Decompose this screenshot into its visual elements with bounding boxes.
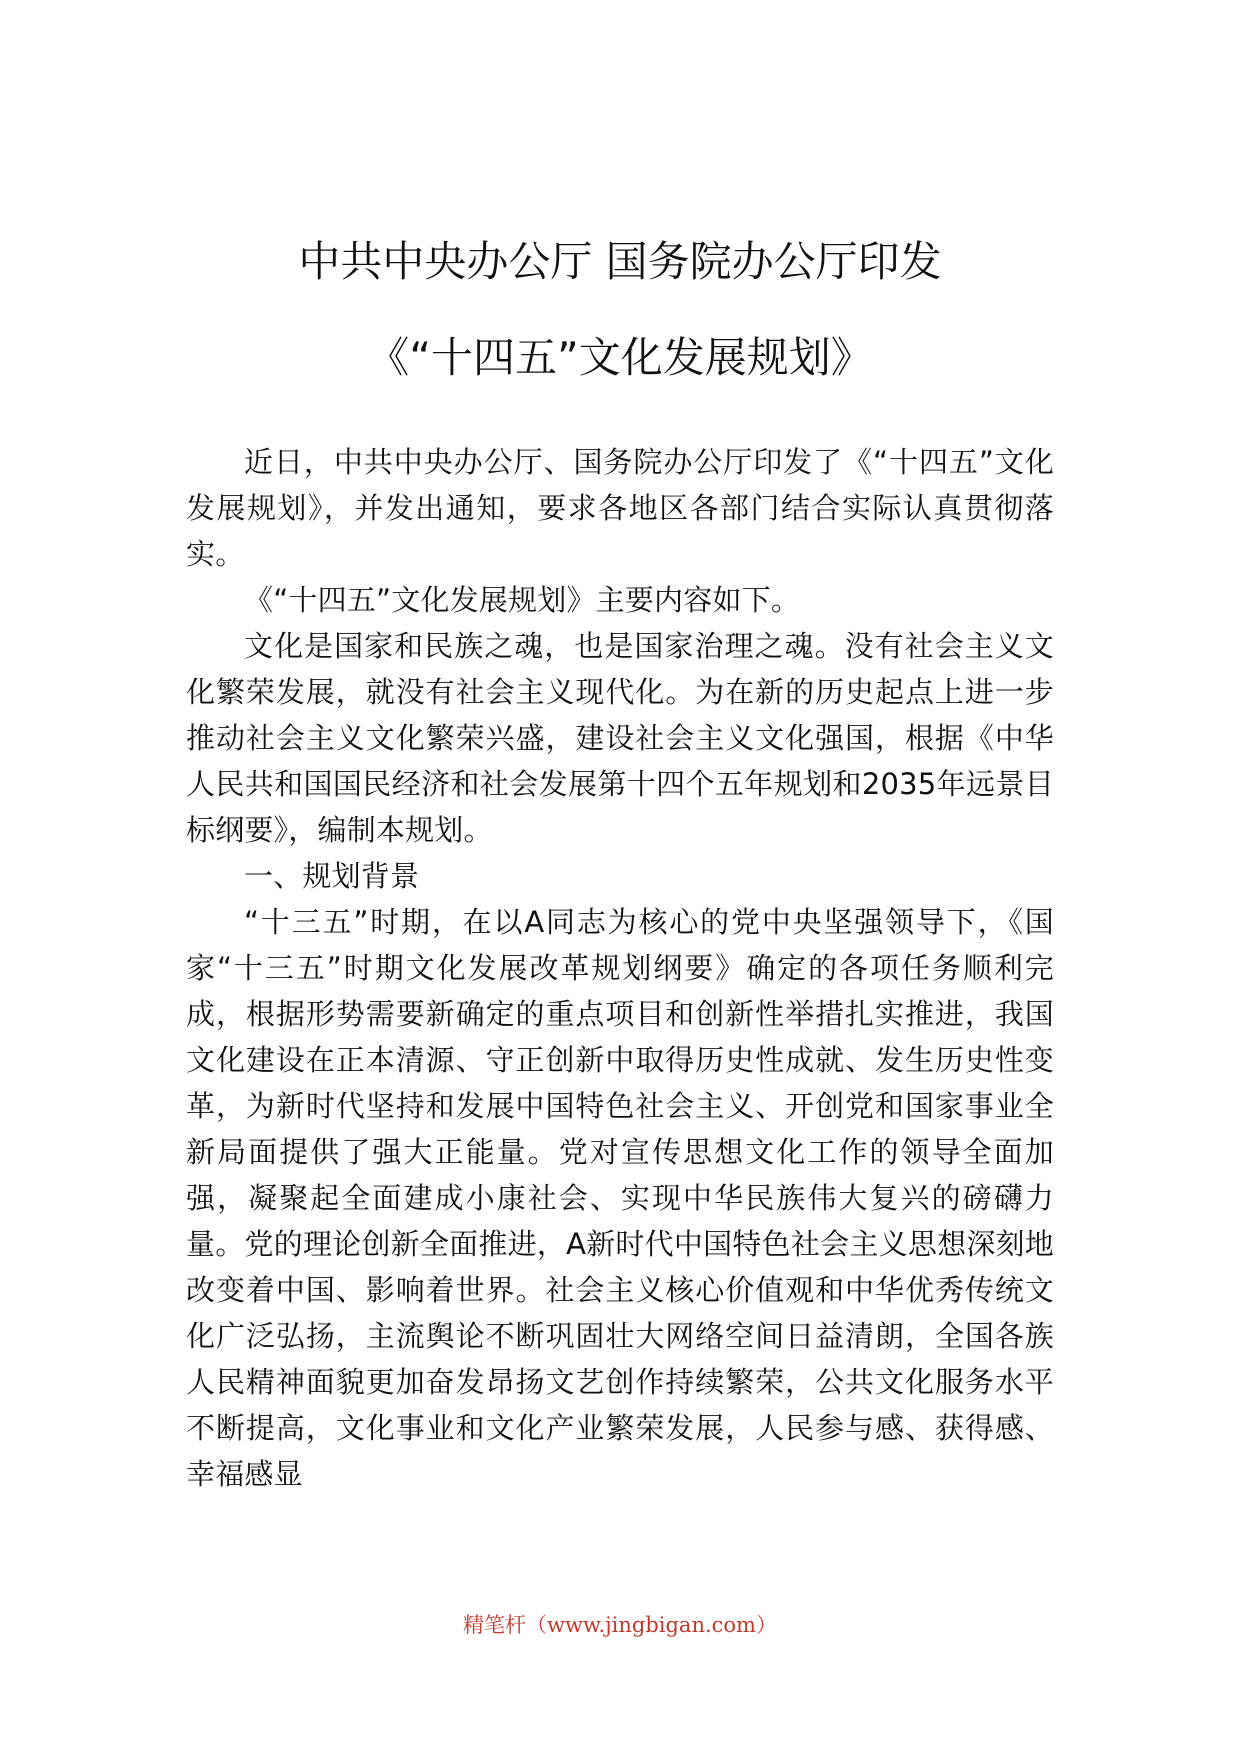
paragraph-summary: 《“十四五”文化发展规划》主要内容如下。 bbox=[244, 583, 801, 617]
page-footer-watermark bbox=[0, 1610, 1240, 1640]
section-heading-background: 一、规划背景 bbox=[244, 859, 420, 893]
footer-brand: 精笔杆 bbox=[463, 1613, 527, 1637]
document-body bbox=[186, 439, 1054, 1497]
paragraph-culture-soul: 文化是国家和民族之魂，也是国家治理之魂。没有社会主义文化繁荣发展，就没有社会主义现代化。为在新的历史起点上进一步推动社会主义文化繁荣兴盛，建设社会主义文化强国，根据《中华人民共和国国民经济和社会发展第十四个五年规划和2035年远景目标纲要》，编制本规划。 bbox=[186, 629, 1054, 847]
footer-url[interactable]: （www.jingbigan.com） bbox=[526, 1613, 777, 1637]
document-title-line-1: 中共中央办公厅 国务院办公厅印发 bbox=[298, 237, 942, 286]
paragraph-thirteenth-plan: “十三五”时期，在以A同志为核心的党中央坚强领导下，《国家“十三五”时期文化发展改革规划纲要》确定的各项任务顺利完成，根据形势需要新确定的重点项目和创新性举措扎实推进，我国文化建设在正本清源、守正创新中取得历史性成就、发生历史性变革，为新时代坚持和发展中国特色社会主义、开创党和国家事业全新局面提供了强大正能量。党对宣传思想文化工作的领导全面加强，凝聚起全面建成小康社会、实现中华民族伟大复兴的磅礴力量。党的理论创新全面推进，A新时代中国特色社会主义思想深刻地改变着中国、影响着世界。社会主义核心价值观和中华优秀传统文化广泛弘扬，主流舆论不断巩固壮大网络空间日益清朗，全国各族人民精神面貌更加奋发昂扬文艺创作持续繁荣，公共文化服务水平不断提高，文化事业和文化产业繁荣发展，人民参与感、获得感、幸福感显 bbox=[186, 905, 1054, 1491]
document-title-line-2: 《“十四五”文化发展规划》 bbox=[367, 333, 873, 382]
paragraph-intro: 近日，中共中央办公厅、国务院办公厅印发了《“十四五”文化发展规划》，并发出通知，要求各地区各部门结合实际认真贯彻落实。 bbox=[186, 445, 1054, 571]
